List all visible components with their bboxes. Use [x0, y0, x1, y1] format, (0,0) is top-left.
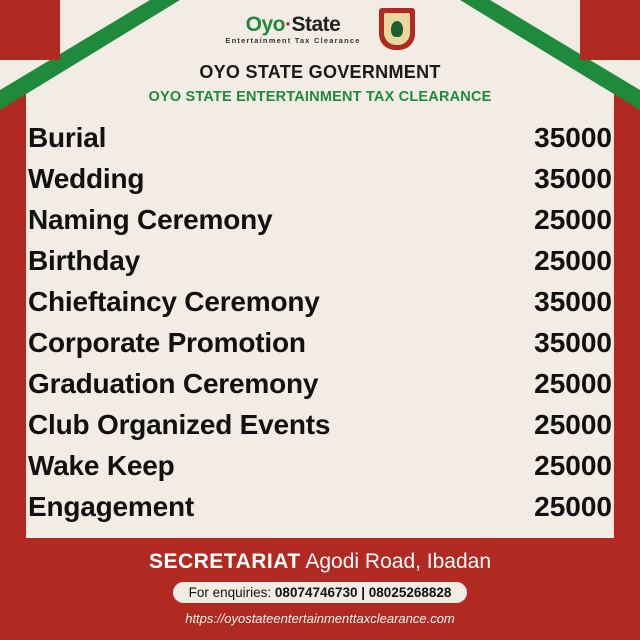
- price-item-value: 25000: [534, 491, 612, 522]
- coat-of-arms-icon: [379, 8, 415, 50]
- list-item: [28, 163, 612, 204]
- price-item-label: Burial: [28, 122, 107, 153]
- price-item-label: Wedding: [28, 163, 145, 194]
- price-item-value: 35000: [534, 286, 612, 317]
- price-item-value: 35000: [534, 122, 612, 153]
- logo-wordmark-text: [225, 14, 360, 35]
- price-item-label: Birthday: [28, 245, 140, 276]
- price-item-label: Engagement: [28, 491, 195, 522]
- enquiries-label: For enquiries:: [188, 585, 272, 600]
- price-item-label: Wake Keep: [28, 450, 175, 481]
- price-item-value: 35000: [534, 327, 612, 358]
- list-item: [28, 409, 612, 450]
- logo-tagline: Entertainment Tax Clearance: [225, 35, 361, 45]
- logo-row: [0, 6, 640, 52]
- footer-website-link[interactable]: https://oyostateentertainmenttaxclearance.com: [185, 611, 455, 626]
- header-block: [0, 62, 640, 105]
- oyo-state-logo: [225, 14, 360, 45]
- price-item-label: Graduation Ceremony: [28, 368, 319, 399]
- enquiries-phones: 08074746730 | 08025268828: [274, 585, 452, 600]
- price-item-value: 25000: [534, 409, 612, 440]
- list-item: [28, 204, 612, 245]
- list-item: [28, 122, 612, 163]
- logo-oyo-text: Oyo: [245, 12, 285, 36]
- footer-address-line: [0, 550, 640, 574]
- price-item-label: Naming Ceremony: [28, 204, 273, 235]
- logo-state-text: State: [291, 12, 341, 36]
- page-title: OYO STATE GOVERNMENT: [199, 62, 441, 82]
- list-item: [28, 491, 612, 532]
- price-item-label: Club Organized Events: [28, 409, 331, 440]
- price-item-value: 25000: [534, 368, 612, 399]
- price-item-value: 25000: [534, 204, 612, 235]
- price-item-value: 25000: [534, 450, 612, 481]
- footer: [0, 538, 640, 640]
- price-item-label: Chieftaincy Ceremony: [28, 286, 320, 317]
- logo-dot-icon: ·: [284, 12, 292, 36]
- price-list: [28, 122, 612, 532]
- list-item: [28, 286, 612, 327]
- price-item-label: Corporate Promotion: [28, 327, 306, 358]
- price-item-value: 25000: [534, 245, 612, 276]
- secretariat-label: SECRETARIAT: [148, 550, 301, 573]
- list-item: [28, 368, 612, 409]
- footer-address: Agodi Road, Ibadan: [305, 550, 492, 573]
- list-item: [28, 327, 612, 368]
- list-item: [28, 450, 612, 491]
- list-item: [28, 245, 612, 286]
- page-subtitle: OYO STATE ENTERTAINMENT TAX CLEARANCE: [148, 89, 492, 105]
- price-item-value: 35000: [534, 163, 612, 194]
- enquiries-badge: [173, 582, 468, 603]
